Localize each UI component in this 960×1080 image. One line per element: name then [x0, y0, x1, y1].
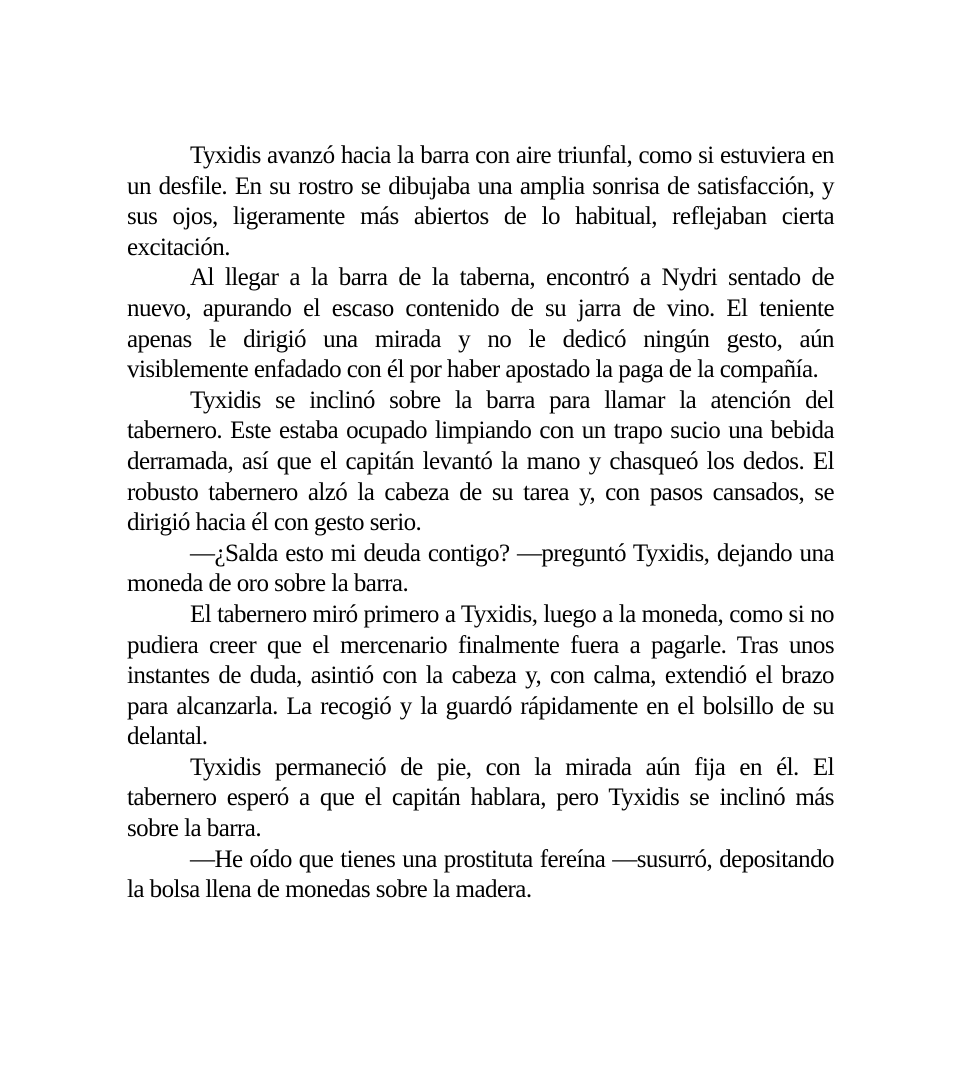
paragraph: El tabernero miró primero a Tyxidis, luego a la moneda, como si no pudiera creer que el mercenario finalmente fuera a pagarle. Tras unos instantes de duda, asintió con la cabeza y, con calma, extendió el brazo para alcanzarla. La recogió y la guardó rápidamente en el bolsillo de su delantal.	[127, 600, 834, 751]
paragraph: Tyxidis se inclinó sobre la barra para llamar la atención del tabernero. Este estaba ocupado limpiando con un trapo sucio una bebida derramada, así que el capitán levantó la mano y chasqueó los dedos. El robusto tabernero alzó la cabeza de su tarea y, con pasos cansados, se dirigió hacia él con gesto serio.	[127, 386, 834, 537]
paragraph: —¿Salda esto mi deuda contigo? —preguntó Tyxidis, dejando una moneda de oro sobre la barra.	[127, 539, 834, 598]
document-page	[127, 141, 834, 906]
paragraph: Tyxidis avanzó hacia la barra con aire triunfal, como si estuviera en un desfile. En su rostro se dibujaba una amplia sonrisa de satisfacción, y sus ojos, ligeramente más abiertos de lo habitual, reflejaban cierta excitación.	[127, 142, 834, 261]
paragraph: Tyxidis permaneció de pie, con la mirada aún fija en él. El tabernero esperó a que el capitán hablara, pero Tyxidis se inclinó más sobre la barra.	[127, 753, 834, 843]
paragraph: Al llegar a la barra de la taberna, encontró a Nydri sentado de nuevo, apurando el escaso contenido de su jarra de vino. El teniente apenas le dirigió una mirada y no le dedicó ningún gesto, aún visiblemente enfadado con él por haber apostado la paga de la compañía.	[127, 264, 834, 384]
paragraph: —He oído que tienes una prostituta fereína —susurró, depositando la bolsa llena de monedas sobre la madera.	[127, 845, 834, 904]
